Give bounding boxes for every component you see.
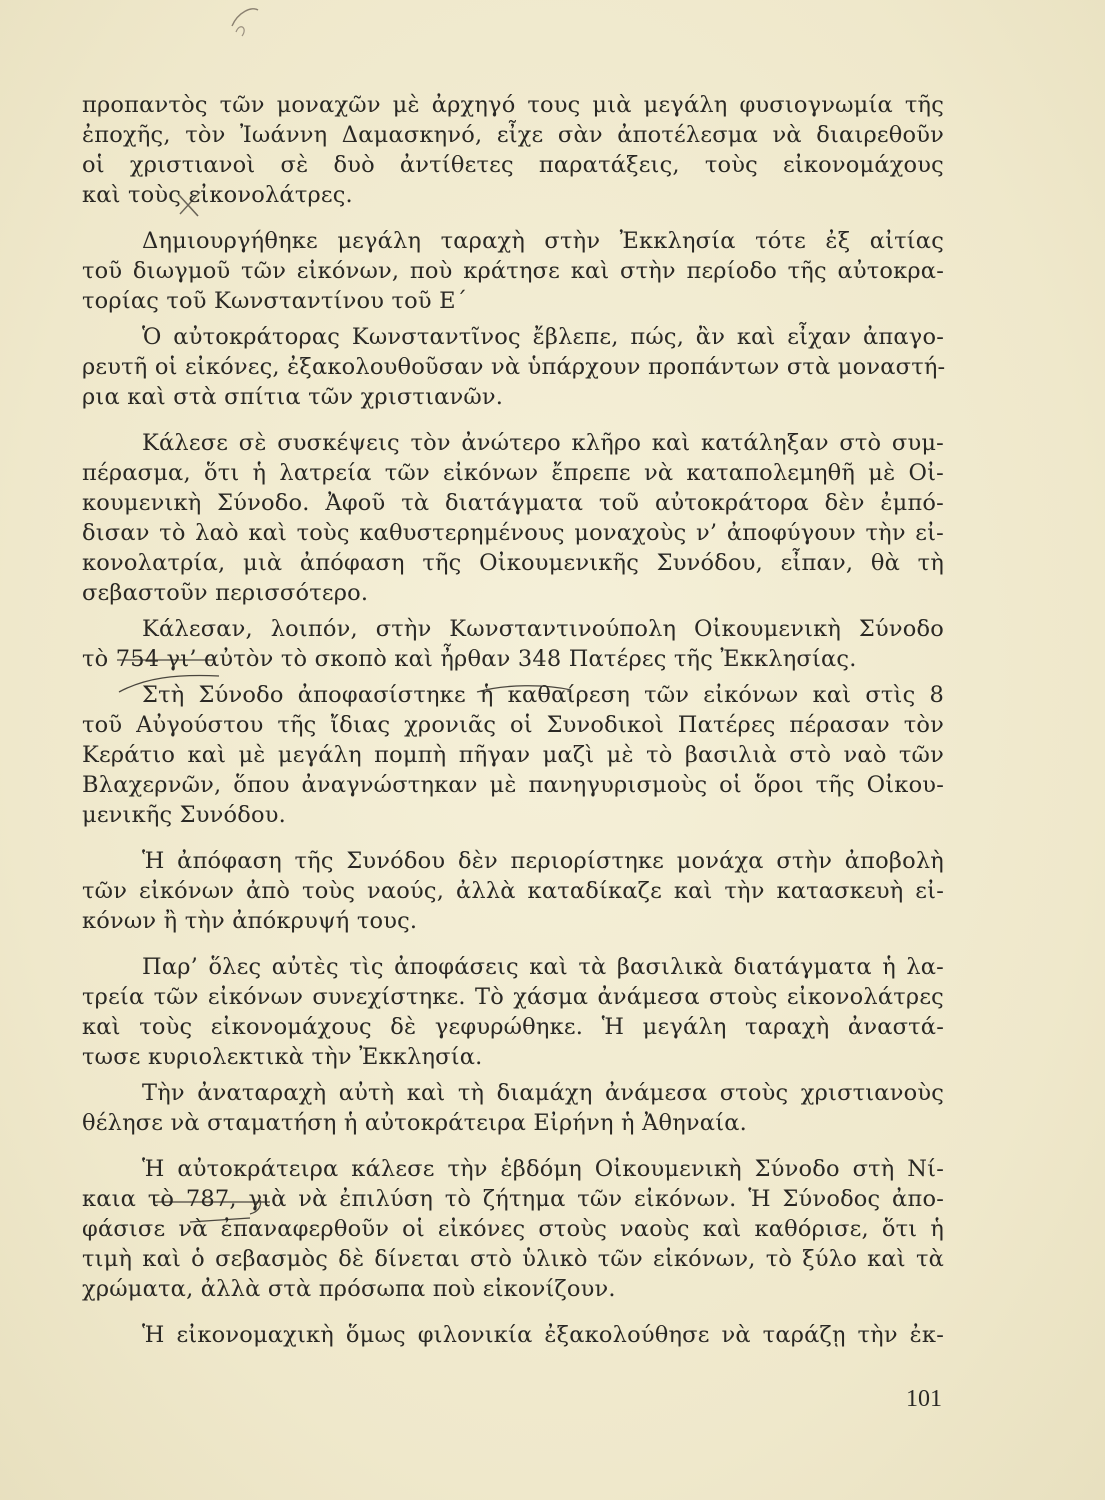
text-line: Ἡ αὐτοκράτειρα κάλεσε τὴν ἑβδόμη Οἰκουμενικὴ Σύνοδο στὴ Νί- bbox=[142, 1156, 944, 1182]
body-text bbox=[82, 90, 944, 1350]
text-line: Κάλεσαν, λοιπόν, στὴν Κωνσταντινούπολη Οἰκουμενικὴ Σύνοδο bbox=[142, 616, 944, 642]
text-line: μενικῆς Συνόδου. bbox=[82, 802, 287, 828]
text-line: χρώματα, ἀλλὰ στὰ πρόσωπα ποὺ εἰκονίζουν. bbox=[82, 1276, 616, 1302]
text-line: τιμὴ καὶ ὁ σεβασμὸς δὲ δίνεται στὸ ὑλικὸ τῶν εἰκόνων, τὸ ξύλο καὶ τὰ bbox=[82, 1246, 944, 1272]
text-line: κονολατρία, μιὰ ἀπόφαση τῆς Οἰκουμενικῆς Συνόδου, εἶπαν, θὰ τὴ bbox=[82, 550, 944, 576]
text-line: Παρ’ ὅλες αὐτὲς τὶς ἀποφάσεις καὶ τὰ βασιλικὰ διατάγματα ἡ λα- bbox=[142, 954, 944, 980]
text-line: Κεράτιο καὶ μὲ μεγάλη πομπὴ πῆγαν μαζὶ μὲ τὸ βασιλιὰ στὸ ναὸ τῶν bbox=[82, 742, 944, 768]
text-line: τωσε κυριολεκτικὰ τὴν Ἐκκλησία. bbox=[82, 1044, 483, 1070]
text-line: ἐποχῆς, τὸν Ἰωάννη Δαμασκηνό, εἶχε σὰν ἀποτέλεσμα νὰ διαιρεθοῦν bbox=[82, 122, 944, 148]
page-number: 101 bbox=[906, 1386, 942, 1412]
text-line: Βλαχερνῶν, ὅπου ἀναγνώστηκαν μὲ πανηγυρισμοὺς οἱ ὅροι τῆς Οἰκου- bbox=[82, 772, 944, 798]
text-line: τρεία τῶν εἰκόνων συνεχίστηκε. Τὸ χάσμα ἀνάμεσα στοὺς εἰκονολάτρες bbox=[82, 984, 944, 1010]
pencil-mark-top bbox=[222, 4, 272, 44]
text-line: οἱ χριστιανοὶ σὲ δυὸ ἀντίθετες παρατάξεις, τοὺς εἰκονομάχους bbox=[82, 152, 944, 178]
text-line: καὶ τοὺς εἰκονολάτρες. bbox=[82, 182, 353, 208]
text-line: Ἡ εἰκονομαχικὴ ὅμως φιλονικία ἐξακολούθησε νὰ ταράζῃ τὴν ἐκ- bbox=[142, 1322, 944, 1348]
text-line: πέρασμα, ὅτι ἡ λατρεία τῶν εἰκόνων ἔπρεπε νὰ καταπολεμηθῆ μὲ Οἰ- bbox=[82, 460, 944, 486]
text-line: κουμενικὴ Σύνοδο. Ἀφοῦ τὰ διατάγματα τοῦ αὐτοκράτορα δὲν ἐμπό- bbox=[82, 490, 944, 516]
text-line: τοῦ Αὐγούστου τῆς ἴδιας χρονιᾶς οἱ Συνοδικοὶ Πατέρες πέρασαν τὸν bbox=[82, 712, 944, 738]
text-line: κόνων ἢ τὴν ἀπόκρυψή τους. bbox=[82, 908, 418, 934]
text-line: δισαν τὸ λαὸ καὶ τοὺς καθυστερημένους μοναχοὺς ν’ ἀποφύγουν τὴν εἰ- bbox=[82, 520, 944, 546]
text-line: ρευτῆ οἱ εἰκόνες, ἐξακολουθοῦσαν νὰ ὑπάρχουν προπάντων στὰ μοναστή- bbox=[82, 354, 946, 380]
text-line: σεβαστοῦν περισσότερο. bbox=[82, 580, 369, 606]
text-line: τοῦ διωγμοῦ τῶν εἰκόνων, ποὺ κράτησε καὶ στὴν περίοδο τῆς αὐτοκρα- bbox=[82, 258, 944, 284]
text-line: ρια καὶ στὰ σπίτια τῶν χριστιανῶν. bbox=[82, 384, 504, 410]
text-line: προπαντὸς τῶν μοναχῶν μὲ ἀρχηγό τους μιὰ μεγάλη φυσιογνωμία τῆς bbox=[82, 92, 944, 118]
text-line: καὶ τοὺς εἰκονομάχους δὲ γεφυρώθηκε. Ἡ μεγάλη ταραχὴ ἀναστά- bbox=[82, 1014, 944, 1040]
text-line: θέλησε νὰ σταματήση ἡ αὐτοκράτειρα Εἰρήνη ἡ Ἀθηναία. bbox=[82, 1110, 747, 1136]
text-line: Τὴν ἀναταραχὴ αὐτὴ καὶ τὴ διαμάχη ἀνάμεσα στοὺς χριστιανοὺς bbox=[142, 1080, 944, 1106]
text-line: φάσισε νὰ ἐπαναφερθοῦν οἱ εἰκόνες στοὺς ναοὺς καὶ καθόρισε, ὅτι ἡ bbox=[82, 1216, 944, 1242]
text-line: τορίας τοῦ Κωνσταντίνου τοῦ Ε΄ bbox=[82, 288, 468, 314]
text-line: Ὁ αὐτοκράτορας Κωνσταντῖνος ἔβλεπε, πώς, ἂν καὶ εἶχαν ἀπαγο- bbox=[142, 324, 944, 350]
text-line: τῶν εἰκόνων ἀπὸ τοὺς ναούς, ἀλλὰ καταδίκαζε καὶ τὴν κατασκευὴ εἰ- bbox=[82, 878, 944, 904]
text-line: τὸ 754 γι’ αὐτὸν τὸ σκοπὸ καὶ ἦρθαν 348 Πατέρες τῆς Ἐκκλησίας. bbox=[82, 646, 857, 672]
text-line: Δημιουργήθηκε μεγάλη ταραχὴ στὴν Ἐκκλησία τότε ἐξ αἰτίας bbox=[142, 228, 944, 254]
text-line: Στὴ Σύνοδο ἀποφασίστηκε ἡ καθαίρεση τῶν εἰκόνων καὶ στὶς 8 bbox=[142, 682, 944, 708]
text-line: Κάλεσε σὲ συσκέψεις τὸν ἀνώτερο κλῆρο καὶ κατάληξαν στὸ συμ- bbox=[142, 430, 944, 456]
text-line: καια τὸ 787, γιὰ νὰ ἐπιλύση τὸ ζήτημα τῶν εἰκόνων. Ἡ Σύνοδος ἀπο- bbox=[82, 1186, 944, 1212]
text-line: Ἡ ἀπόφαση τῆς Συνόδου δὲν περιορίστηκε μονάχα στὴν ἀποβολὴ bbox=[142, 848, 944, 874]
